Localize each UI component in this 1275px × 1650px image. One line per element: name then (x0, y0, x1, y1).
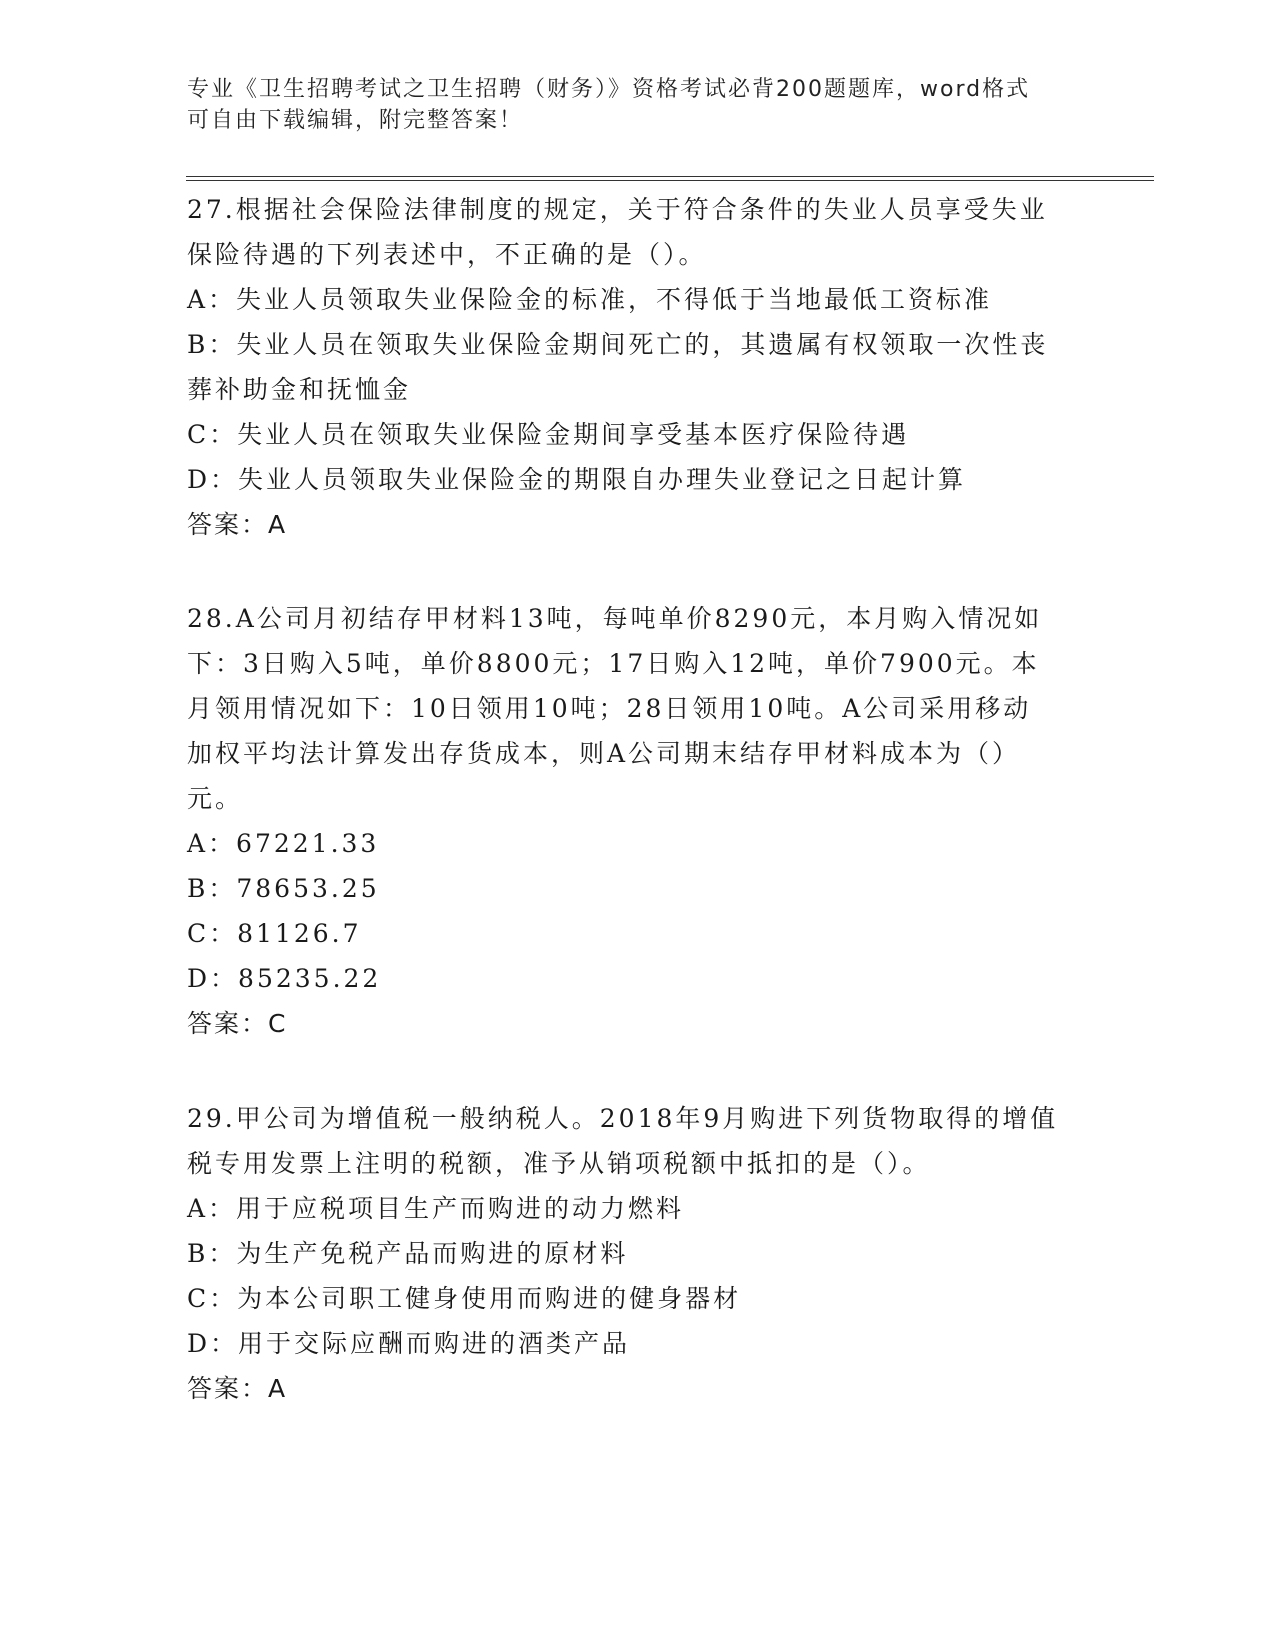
question-stem-line: 保险待遇的下列表述中，不正确的是（）。 (187, 240, 707, 269)
header-line-1: 专业《卫生招聘考试之卫生招聘（财务）》资格考试必背200题题库，word格式 (187, 77, 1031, 102)
header-line-2: 可自由下载编辑，附完整答案！ (187, 108, 524, 133)
option-b-continued: 葬补助金和抚恤金 (187, 375, 412, 404)
document-header (187, 74, 1067, 136)
option-a: A：失业人员领取失业保险金的标准，不得低于当地最低工资标准 (187, 285, 993, 314)
answer-line: 答案：C (187, 1009, 288, 1038)
question-stem-line: 月领用情况如下：10日领用10吨；28日领用10吨。A公司采用移动 (187, 694, 1032, 723)
question-stem-line: 27.根据社会保险法律制度的规定，关于符合条件的失业人员享受失业 (187, 195, 1048, 224)
option-b: B：为生产免税产品而购进的原材料 (187, 1239, 629, 1268)
question-29 (187, 1096, 1087, 1411)
question-27 (187, 187, 1087, 547)
answer-line: 答案：A (187, 510, 288, 539)
option-c: C：81126.7 (187, 919, 362, 948)
answer-line: 答案：A (187, 1374, 288, 1403)
option-a: A：67221.33 (187, 829, 380, 858)
question-stem-line: 加权平均法计算发出存货成本，则A公司期末结存甲材料成本为（） (187, 739, 1021, 768)
question-stem-line: 税专用发票上注明的税额，准予从销项税额中抵扣的是（）。 (187, 1149, 931, 1178)
header-divider (186, 176, 1154, 181)
option-c: C：为本公司职工健身使用而购进的健身器材 (187, 1284, 742, 1313)
option-d: D：用于交际应酬而购进的酒类产品 (187, 1329, 631, 1358)
option-b: B：78653.25 (187, 874, 380, 903)
question-28 (187, 596, 1087, 1046)
option-d: D：85235.22 (187, 964, 382, 993)
option-b: B：失业人员在领取失业保险金期间死亡的，其遗属有权领取一次性丧 (187, 330, 1049, 359)
question-stem-line: 元。 (187, 784, 244, 813)
question-stem-line: 下：3日购入5吨，单价8800元；17日购入12吨，单价7900元。本 (187, 649, 1040, 678)
option-c: C：失业人员在领取失业保险金期间享受基本医疗保险待遇 (187, 420, 910, 449)
question-stem-line: 28.A公司月初结存甲材料13吨，每吨单价8290元，本月购入情况如 (187, 604, 1043, 633)
option-d: D：失业人员领取失业保险金的期限自办理失业登记之日起计算 (187, 465, 967, 494)
question-stem-line: 29.甲公司为增值税一般纳税人。2018年9月购进下列货物取得的增值 (187, 1104, 1059, 1133)
option-a: A：用于应税项目生产而购进的动力燃料 (187, 1194, 685, 1223)
